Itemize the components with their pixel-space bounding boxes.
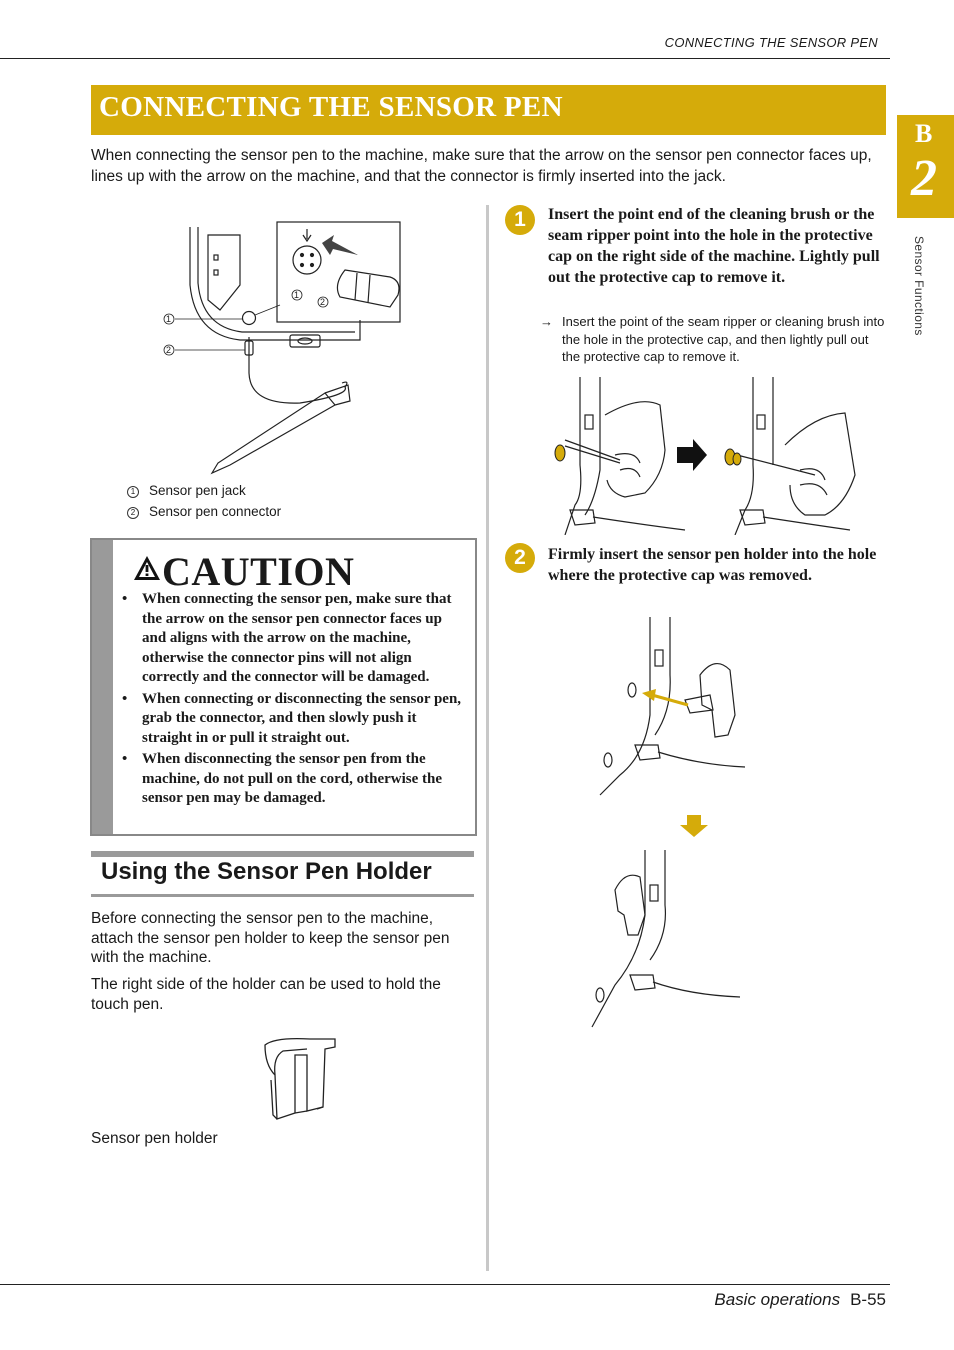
caution-item: • When connecting or disconnecting the sensor pen, grab the connector, and then slowly push it straight in or pull it straight out. [122,690,466,749]
step-1-instruction: Insert the point end of the cleaning brush or the seam ripper point into the hole in the protective cap on the right side of the machine. Lightly pull out the protective cap to remove it. [548,206,880,286]
holder-paragraph-2: The right side of the holder can be used to hold the touch pen. [91,976,441,1013]
side-chapter-label: Sensor Functions [912,236,926,336]
legend-label: Sensor pen jack [149,483,246,498]
caution-list [122,590,466,811]
remove-cap-illustration [545,375,865,535]
subsection-heading [91,851,474,897]
figure-legend-item [127,504,281,519]
step-number-badge: 1 [505,205,535,235]
note-arrow: → [540,314,553,329]
arrow-right-icon [677,439,707,471]
intro-paragraph: When connecting the sensor pen to the machine, make sure that the arrow on the sensor pen connector faces up, lines up with the arrow on the machine, and that the connector is firmly inserted into the jack. [91,147,872,185]
figure-callout-2: 2 [166,345,172,355]
column-divider [486,205,489,1271]
holder-paragraph-1: Before connecting the sensor pen to the machine, attach the sensor pen holder to keep the sensor pen with the machine. [91,910,450,966]
sensor-pen-holder-illustration [255,1035,345,1125]
caution-stripe [92,540,113,834]
page-number: B-55 [850,1290,886,1309]
step-2-instruction: Firmly insert the sensor pen holder into the hole where the protective cap was removed. [548,546,877,584]
arrow-down-icon [680,815,708,837]
legend-number: 2 [127,507,139,519]
warning-triangle-icon [132,554,162,582]
header-rule [0,58,890,59]
step-number-badge: 2 [505,543,535,573]
figure-callout-1-inset: 1 [294,290,300,300]
caution-title: CAUTION [162,549,355,594]
subsection-band [91,851,474,857]
chapter-tab [897,115,954,218]
figure-legend-item [127,483,246,498]
footer-rule [0,1284,890,1285]
figure-callout-1: 1 [166,314,172,324]
holder-caption: Sensor pen holder [91,1130,218,1147]
section-title-bar [91,85,886,135]
note-text: Insert the point of the seam ripper or cleaning brush into the hole in the protective cap, and then lightly pull out the protective cap to remove it. [562,314,885,364]
legend-number: 1 [127,486,139,498]
running-header: CONNECTING THE SENSOR PEN [664,35,878,50]
sensor-pen-connection-illustration [150,215,420,480]
attach-holder-illustration [590,615,760,1035]
chapter-tab-letter: B [915,119,933,148]
figure-callout-2-inset: 2 [320,297,326,307]
caution-item: • When connecting the sensor pen, make sure that the arrow on the sensor pen connector faces up and aligns with the arrow on the machine, otherwise the connector pins will not align correctly and the connector will be damaged. [122,590,466,688]
legend-label: Sensor pen connector [149,504,282,519]
caution-box [90,538,477,836]
page-footer [714,1290,886,1310]
section-title: CONNECTING THE SENSOR PEN [99,91,563,123]
footer-section: Basic operations [714,1290,841,1309]
chapter-tab-number: 2 [911,150,937,207]
subsection-underline [91,894,474,897]
subsection-title: Using the Sensor Pen Holder [101,858,432,885]
caution-item: • When disconnecting the sensor pen from the machine, do not pull on the cord, otherwise the sensor pen may be damaged. [122,750,466,809]
